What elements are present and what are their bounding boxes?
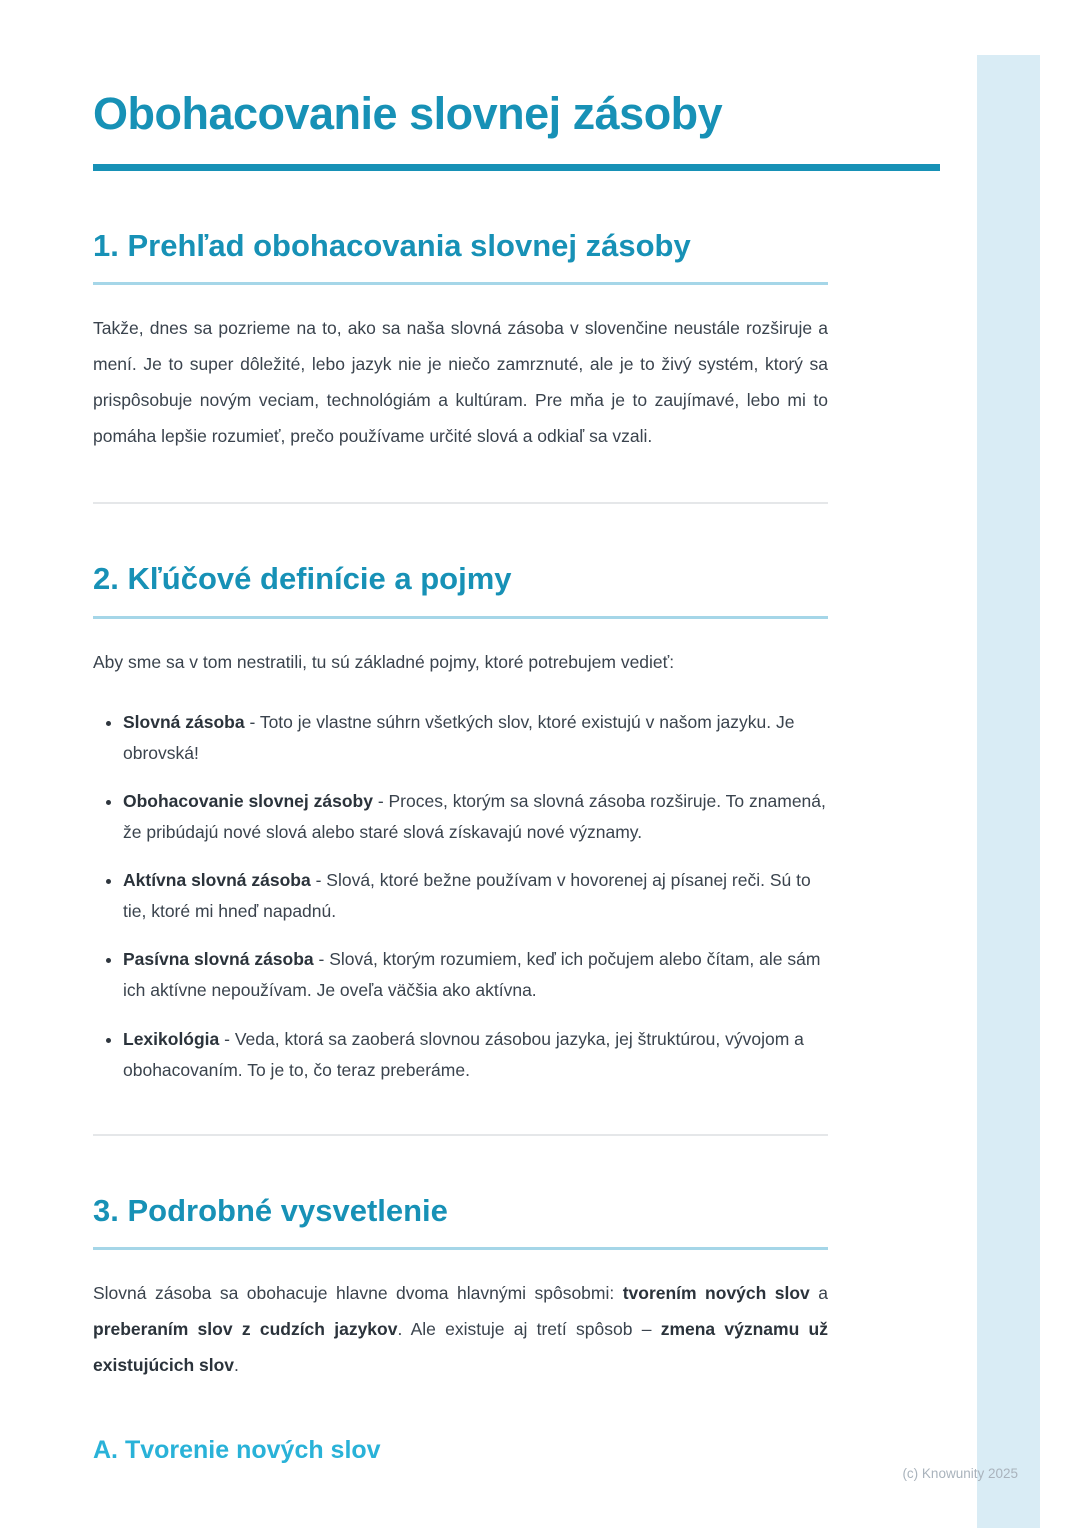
page-title: Obohacovanie slovnej zásoby xyxy=(93,88,723,139)
section-3-heading: 3. Podrobné vysvetlenie xyxy=(93,1192,828,1250)
section-2-heading: 2. Kľúčové definície a pojmy xyxy=(93,560,828,618)
footer-credit: (c) Knowunity 2025 xyxy=(902,1466,1018,1481)
paragraph-text: a xyxy=(809,1283,828,1304)
list-item xyxy=(123,786,828,848)
section-1-paragraph: Takže, dnes sa pozrieme na to, ako sa naša slovná zásoba v slovenčine neustále rozširuje a mení. Je to super dôležité, lebo jazyk nie je niečo zamrznuté, ale je to živý systém, ktorý sa prispôsobuje novým veciam, technológiám a kultúram. Pre mňa je to zaujímavé, lebo mi to pomáha lepšie rozumieť, prečo používame určité slová a odkiaľ sa vzali. xyxy=(93,317,828,446)
subsection-a-heading: A. Tvorenie nových slov xyxy=(93,1435,381,1464)
definition-text: - Proces, ktorým sa slovná zásoba rozširuje. To znamená, že pribúdajú nové slová alebo staré slová získavajú nové významy. xyxy=(123,790,826,842)
section-divider xyxy=(93,502,828,504)
document-content xyxy=(93,0,828,1465)
list-item xyxy=(123,944,828,1006)
definition-text: - Slová, ktorým rozumiem, keď ich počujem alebo čítam, ale sám ich aktívne nepoužívam. Je oveľa väčšia ako aktívna. xyxy=(123,949,821,1001)
definitions-list xyxy=(93,707,828,1086)
definition-text: - Veda, ktorá sa zaoberá slovnou zásobou jazyka, jej štruktúrou, vývojom a obohacovaním. To je to, čo teraz preberáme. xyxy=(123,1028,804,1080)
paragraph-text: . Ale existuje aj tretí spôsob – xyxy=(397,1318,661,1339)
paragraph-text: Slovná zásoba sa obohacuje hlavne dvoma hlavnými spôsobmi: xyxy=(93,1283,623,1304)
section-divider xyxy=(93,1134,828,1136)
paragraph-bold-text: preberaním slov z cudzích jazykov xyxy=(93,1318,398,1339)
list-item xyxy=(123,1024,828,1086)
definition-term: Slovná zásoba xyxy=(123,711,245,732)
definition-term: Pasívna slovná zásoba xyxy=(123,949,314,970)
definition-text: - Toto je vlastne súhrn všetkých slov, ktoré existujú v našom jazyku. Je obrovská! xyxy=(123,711,795,763)
paragraph-bold-text: zmena významu už existujúcich slov xyxy=(93,1318,828,1375)
section-1-heading: 1. Prehľad obohacovania slovnej zásoby xyxy=(93,227,828,285)
section-3-paragraph xyxy=(93,1276,828,1384)
paragraph-text: . xyxy=(234,1354,239,1375)
page-side-stripe xyxy=(977,55,1040,1528)
list-item xyxy=(123,707,828,769)
paragraph-bold-text: tvorením nových slov xyxy=(622,1283,810,1304)
definition-text: - Slová, ktoré bežne používam v hovorenej aj písanej reči. Sú to tie, ktoré mi hneď napadnú. xyxy=(123,870,811,922)
title-underline xyxy=(93,164,940,171)
definition-term: Lexikológia xyxy=(123,1028,220,1049)
section-2-intro: Aby sme sa v tom nestratili, tu sú základné pojmy, ktoré potrebujem vedieť: xyxy=(93,651,675,672)
definition-term: Aktívna slovná zásoba xyxy=(123,870,311,891)
definition-term: Obohacovanie slovnej zásoby xyxy=(123,790,373,811)
list-item xyxy=(123,865,828,927)
